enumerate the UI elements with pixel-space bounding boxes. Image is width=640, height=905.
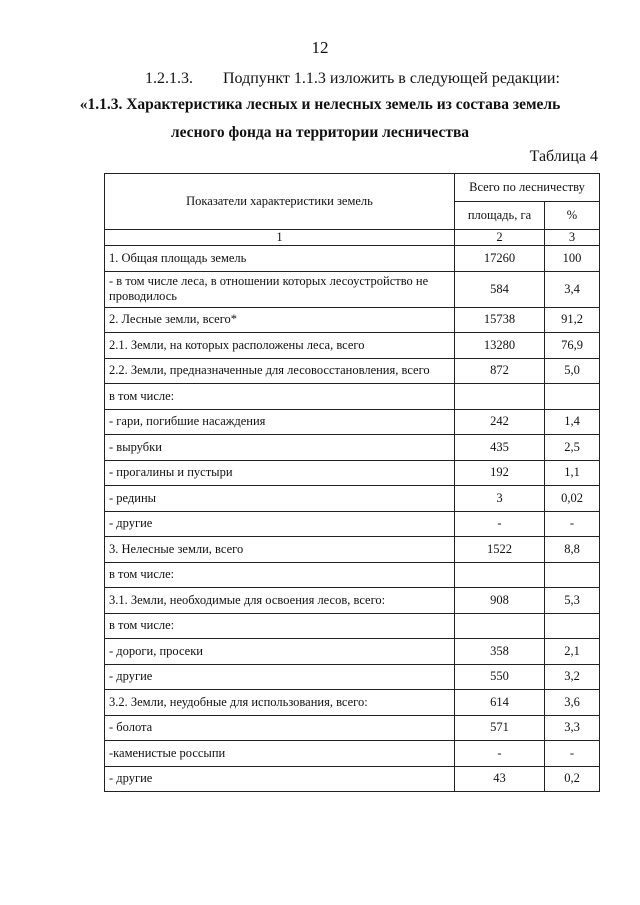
table-row (105, 358, 600, 384)
row-name: - другие (105, 766, 455, 792)
row-name: 3.1. Земли, необходимые для освоения лесов, всего: (105, 588, 455, 614)
row-area (455, 384, 545, 410)
row-name: - редины (105, 486, 455, 512)
row-area: 435 (455, 435, 545, 461)
row-name: - в том числе леса, в отношении которых лесоустройство не проводилось (105, 271, 455, 307)
section-title-line2: лесного фонда на территории лесничества (170, 124, 470, 141)
row-percent: 76,9 (545, 333, 600, 359)
table-row (105, 307, 600, 333)
column-number: 3 (545, 230, 600, 246)
row-name: 2.2. Земли, предназначенные для лесовосстановления, всего (105, 358, 455, 384)
row-area: 242 (455, 409, 545, 435)
row-name: в том числе: (105, 384, 455, 410)
row-area: 1522 (455, 537, 545, 563)
row-area: 43 (455, 766, 545, 792)
table-row (105, 537, 600, 563)
row-area: 15738 (455, 307, 545, 333)
header-group: Всего по лесничеству (455, 174, 600, 202)
row-name: - дороги, просеки (105, 639, 455, 665)
row-percent: 2,5 (545, 435, 600, 461)
table-row (105, 664, 600, 690)
row-percent: 3,6 (545, 690, 600, 716)
row-percent: - (545, 511, 600, 537)
header-indicator: Показатели характеристики земель (105, 174, 455, 230)
table-row (105, 333, 600, 359)
row-name: - прогалины и пустыри (105, 460, 455, 486)
row-name: - болота (105, 715, 455, 741)
table-row (105, 384, 600, 410)
header-area: площадь, га (455, 202, 545, 230)
row-percent: - (545, 741, 600, 767)
row-area: 358 (455, 639, 545, 665)
table-row (105, 486, 600, 512)
row-percent: 1,4 (545, 409, 600, 435)
header-percent: % (545, 202, 600, 230)
row-percent (545, 384, 600, 410)
row-name: в том числе: (105, 613, 455, 639)
row-area: 872 (455, 358, 545, 384)
row-area: 192 (455, 460, 545, 486)
row-area: 571 (455, 715, 545, 741)
row-percent: 3,2 (545, 664, 600, 690)
row-area: 908 (455, 588, 545, 614)
row-name: - другие (105, 664, 455, 690)
row-name: 3. Нелесные земли, всего (105, 537, 455, 563)
table-row (105, 460, 600, 486)
table-label: Таблица 4 (529, 148, 598, 165)
table-row (105, 511, 600, 537)
table-row (105, 690, 600, 716)
row-area: - (455, 741, 545, 767)
intro-text: Подпункт 1.1.3 изложить в следующей редакции: (223, 70, 560, 87)
row-name: - гари, погибшие насаждения (105, 409, 455, 435)
table-row (105, 562, 600, 588)
row-percent: 3,3 (545, 715, 600, 741)
table-row (105, 271, 600, 307)
row-percent: 5,3 (545, 588, 600, 614)
row-percent: 1,1 (545, 460, 600, 486)
row-percent: 8,8 (545, 537, 600, 563)
table-row (105, 246, 600, 272)
row-area: 550 (455, 664, 545, 690)
row-percent: 100 (545, 246, 600, 272)
row-area (455, 613, 545, 639)
row-name: - вырубки (105, 435, 455, 461)
row-area: 614 (455, 690, 545, 716)
row-name: - другие (105, 511, 455, 537)
column-number: 1 (105, 230, 455, 246)
page-number: 12 (311, 38, 329, 57)
section-title-line1: «1.1.3. Характеристика лесных и нелесных земель из состава земель (79, 96, 561, 113)
land-characteristics-table (104, 173, 600, 792)
row-name: 2. Лесные земли, всего* (105, 307, 455, 333)
row-percent: 0,2 (545, 766, 600, 792)
row-name: -каменистые россыпи (105, 741, 455, 767)
row-name: в том числе: (105, 562, 455, 588)
row-name: 3.2. Земли, неудобные для использования, всего: (105, 690, 455, 716)
row-area: 13280 (455, 333, 545, 359)
table-row (105, 613, 600, 639)
table-body (105, 246, 600, 792)
row-name: 2.1. Земли, на которых расположены леса, всего (105, 333, 455, 359)
row-percent: 2,1 (545, 639, 600, 665)
row-percent (545, 613, 600, 639)
table-row (105, 639, 600, 665)
row-name: 1. Общая площадь земель (105, 246, 455, 272)
row-area: 17260 (455, 246, 545, 272)
row-area: 3 (455, 486, 545, 512)
row-percent: 91,2 (545, 307, 600, 333)
table-row (105, 409, 600, 435)
column-number: 2 (455, 230, 545, 246)
row-area: 584 (455, 271, 545, 307)
table-row (105, 766, 600, 792)
row-percent: 3,4 (545, 271, 600, 307)
intro-line (145, 70, 560, 88)
row-percent (545, 562, 600, 588)
table-row (105, 588, 600, 614)
table-row (105, 741, 600, 767)
intro-number: 1.2.1.3. (145, 70, 193, 87)
table-row (105, 435, 600, 461)
row-percent: 5,0 (545, 358, 600, 384)
row-area (455, 562, 545, 588)
row-area: - (455, 511, 545, 537)
row-percent: 0,02 (545, 486, 600, 512)
table-row (105, 715, 600, 741)
